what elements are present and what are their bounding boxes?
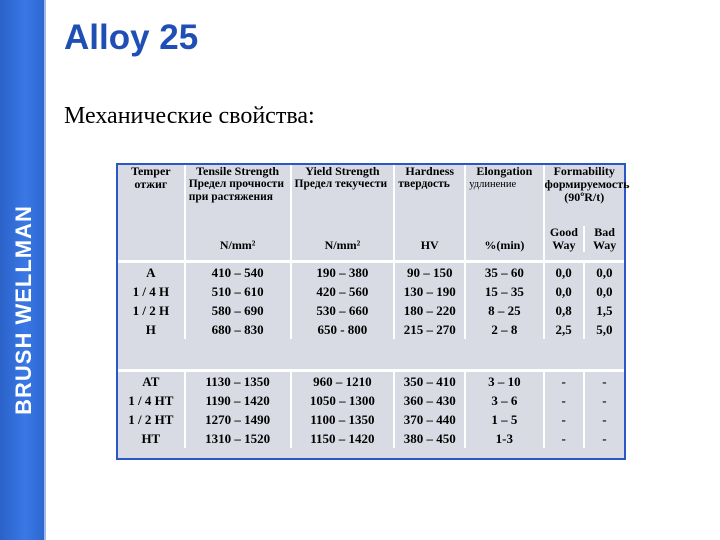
table-cell: 130 – 190 [394,282,465,301]
table-cell: 0,0 [596,284,613,299]
header-elongation-en: Elongation [476,164,533,178]
table-cell: 530 – 660 [291,301,395,320]
table-cell: 1,5 [596,303,613,318]
table-cell: 1 / 2 H [118,301,185,320]
table-cell: 420 – 560 [291,282,395,301]
table-row [118,391,624,410]
header-elongation-ru: удлинение [469,179,517,190]
header-tensile-ru: Предел прочности при растяжения [188,178,284,203]
table-cell: 360 – 430 [394,391,465,410]
header-yield [291,165,395,260]
slide-title: Alloy 25 [64,18,199,57]
table-cell: - [602,412,607,427]
table-cell: 3 – 6 [465,391,543,410]
table-row [118,282,624,301]
table-cell: 380 – 450 [394,429,465,448]
header-elongation [465,165,543,260]
header-temper [118,165,185,260]
table-cell: 1100 – 1350 [291,410,395,429]
header-formability-ru: формируемость [544,177,630,191]
table-cell: 0,0 [596,265,613,280]
table-cell: 0,0 [544,282,584,301]
header-temper-en: Temper [131,164,171,178]
properties-table-frame [116,163,630,460]
table-cell: 3 – 10 [465,372,543,391]
header-yield-ru: Предел текучести [294,178,388,190]
table-cell: 90 – 150 [394,263,465,282]
table-cell: 0,8 [544,301,584,320]
table-cell: 215 – 270 [394,320,465,339]
table-cell: 2 – 8 [465,320,543,339]
table-cell: - [544,410,584,429]
table-cell: AT [118,372,185,391]
table-cell: 370 – 440 [394,410,465,429]
table-cell: - [544,372,584,391]
header-hardness-unit: HV [420,238,439,252]
group-gap [118,339,624,369]
table-cell: - [602,374,607,389]
header-hardness [394,165,465,260]
sidebar-divider [44,0,46,540]
table-cell: 15 – 35 [465,282,543,301]
header-formability [544,164,630,260]
table-cell: 510 – 610 [185,282,291,301]
header-temper-ru: отжиг [134,177,168,191]
table-cell: 580 – 690 [185,301,291,320]
header-hardness-ru: твердость [398,178,450,190]
table-cell: 1190 – 1420 [185,391,291,410]
header-tensile-en: Tensile Strength [196,164,280,178]
header-elongation-unit: %(min) [484,238,525,252]
header-tensile-unit: N/mm² [219,238,256,252]
header-yield-en: Yield Strength [305,164,380,178]
table-cell: - [544,391,584,410]
table-cell: 960 – 1210 [291,372,395,391]
table-cell: H [118,320,185,339]
table-cell: 1130 – 1350 [185,372,291,391]
table-cell: 190 – 380 [291,263,395,282]
table-cell: 1310 – 1520 [185,429,291,448]
table-body [118,260,624,448]
brand-vertical-label: BRUSH WELLMAN [11,205,36,415]
table-cell: 650 - 800 [291,320,395,339]
header-formability-en: Formability [553,164,615,178]
header-yield-unit: N/mm² [324,238,361,252]
table-cell: - [544,429,584,448]
table-cell: 1 / 4 HT [118,391,185,410]
table-row [118,429,624,448]
table-cell: 350 – 410 [394,372,465,391]
table-row [118,320,624,339]
table-cell: 8 – 25 [465,301,543,320]
table-cell: 1-3 [465,429,543,448]
table-row [118,372,624,391]
table-cell: 5,0 [596,322,613,337]
table-cell: 1 / 2 HT [118,410,185,429]
table-cell: A [118,263,185,282]
table-cell: 1150 – 1420 [291,429,395,448]
table-cell: HT [118,429,185,448]
table-cell: - [602,393,607,408]
header-tensile [185,165,291,260]
table-cell: 680 – 830 [185,320,291,339]
table-cell: 0,0 [544,263,584,282]
slide-subtitle: Механические свойства: [64,103,315,129]
table-cell: - [602,431,607,446]
header-hardness-en: Hardness [405,164,455,178]
table-cell: 2,5 [544,320,584,339]
table-cell: 1 / 4 H [118,282,185,301]
header-bad-way: Bad Way [592,225,617,252]
table-cell: 35 – 60 [465,263,543,282]
table-cell: 410 – 540 [185,263,291,282]
table-cell: 1 – 5 [465,410,543,429]
header-formability-unit: (90ºR/t) [564,190,605,204]
table-row [118,263,624,282]
header-good-way: Good Way [545,226,586,252]
table-cell: 180 – 220 [394,301,465,320]
table-row [118,410,624,429]
properties-table [118,164,630,448]
table-cell: 1270 – 1490 [185,410,291,429]
table-cell: 1050 – 1300 [291,391,395,410]
table-row [118,301,624,320]
